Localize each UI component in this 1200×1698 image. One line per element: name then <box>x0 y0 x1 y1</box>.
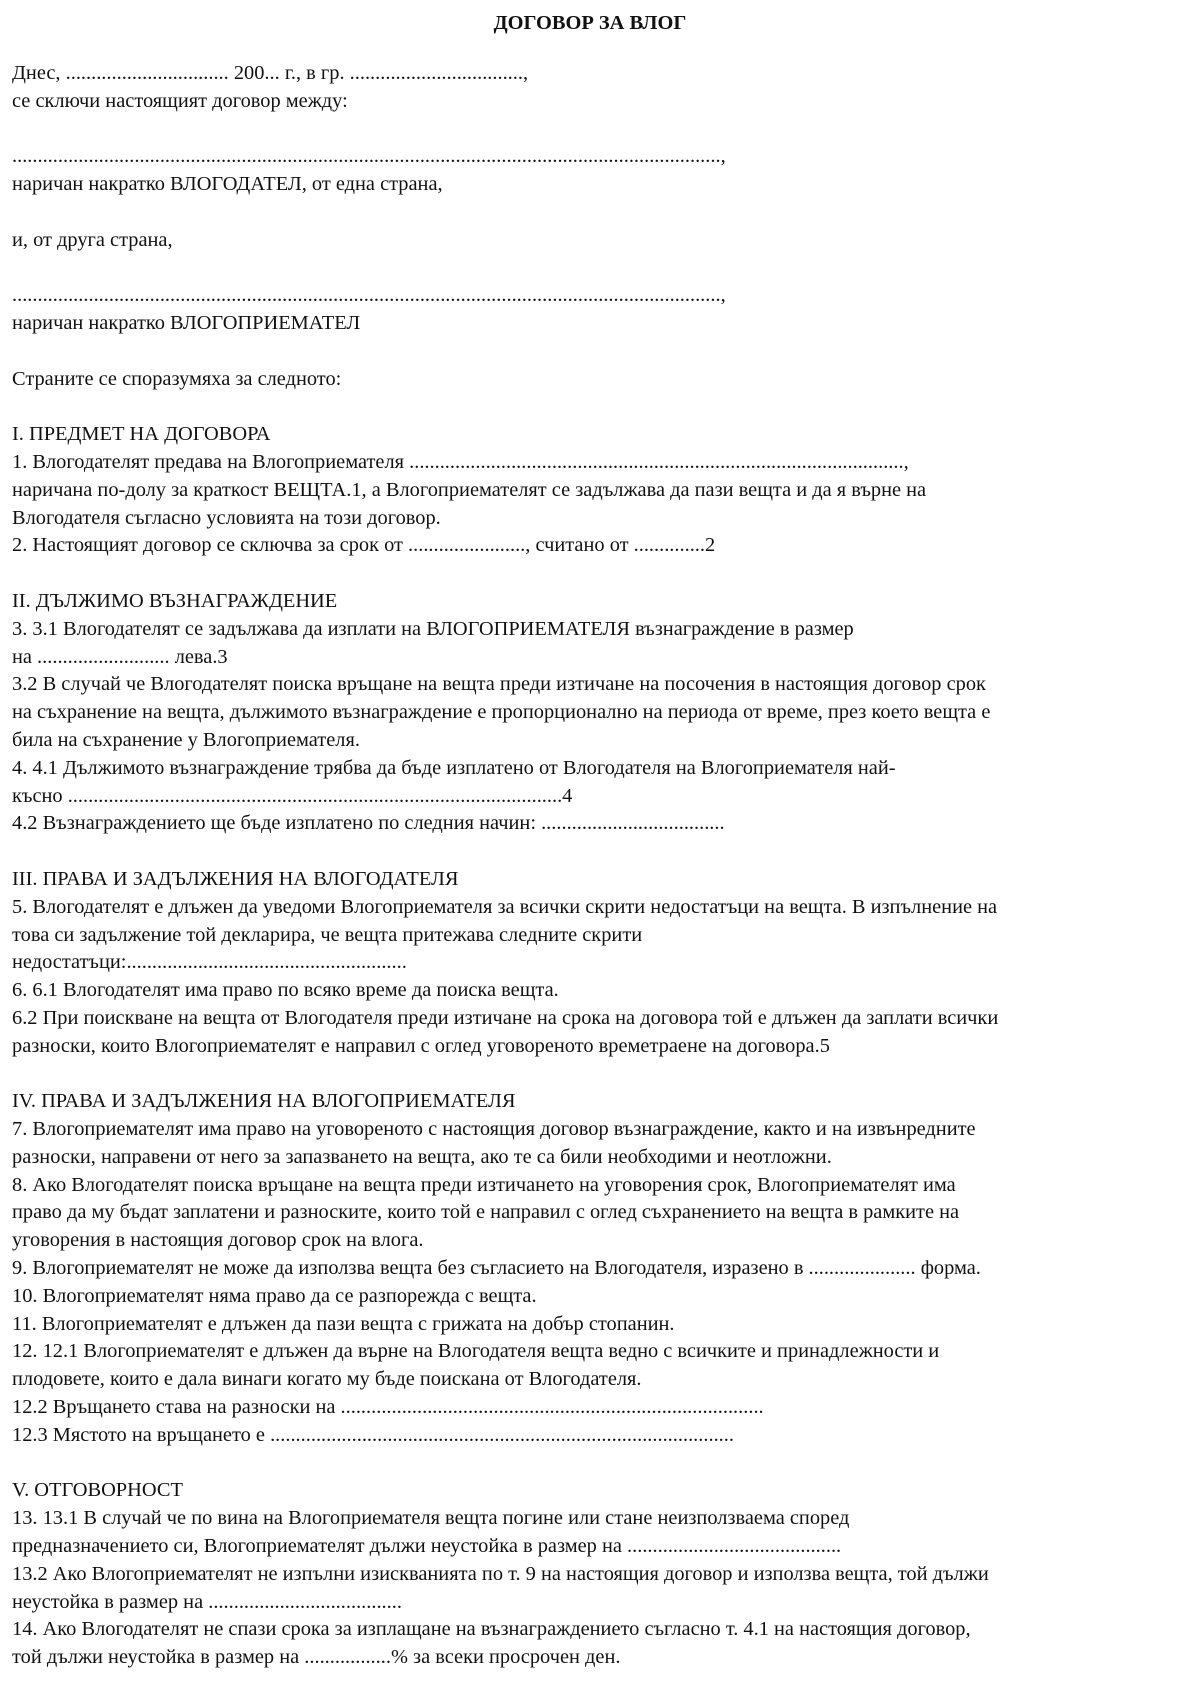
blank-line <box>12 393 1192 421</box>
text-line: ..........................................................................................................................................., <box>12 284 726 307</box>
text-line: това си задължение той декларира, че вещта притежава следните скрити <box>12 923 643 946</box>
text-line: неустойка в размер на ...................................... <box>12 1590 402 1613</box>
blank-line <box>12 199 1192 227</box>
text-line: 7. Влогоприемателят има право на уговореното с настоящия договор възнаграждение, както и на извънредните <box>12 1118 976 1141</box>
text-line: била на съхранение у Влогоприемателя. <box>12 728 360 751</box>
text-line: на .......................... лева.3 <box>12 645 228 668</box>
text-line: 10. Влогоприемателят няма право да се разпорежда с вещта. <box>12 1284 537 1307</box>
text-line: II. ДЪЛЖИМО ВЪЗНАГРАЖДЕНИЕ <box>12 589 338 612</box>
text-line: ..........................................................................................................................................., <box>12 145 726 168</box>
text-line: право да му бъдат заплатени и разноските, които той е направил с оглед съхранението на вещта в рамките на <box>12 1201 960 1224</box>
text-line: 12.2 Връщането става на разноски на ................................................................................... <box>12 1396 764 1419</box>
text-line: 9. Влогоприемателят не може да използва вещта без съгласието на Влогодателя, изразено в ..................... форма. <box>12 1257 981 1280</box>
document-title: ДОГОВОР ЗА ВЛОГ <box>493 12 687 34</box>
blank-line <box>12 1060 1192 1088</box>
blank-line <box>12 115 1192 143</box>
text-line: разноски, направени от него за запазването на вещта, ако те са били необходими и неотложни. <box>12 1145 832 1168</box>
text-line: 8. Ако Влогодателят поиска връщане на вещта преди изтичането на уговорения срок, Влогоприемателят има <box>12 1173 956 1196</box>
text-line: наричан накратко ВЛОГОДАТЕЛ, от една страна, <box>12 172 443 195</box>
text-line: 6. 6.1 Влогодателят има право по всяко време да поиска вещта. <box>12 979 559 1002</box>
text-line: 3.2 В случай че Влогодателят поиска връщане на вещта преди изтичане на посочения в настоящия договор срок <box>12 673 986 696</box>
text-line: недостатъци:....................................................... <box>12 951 407 974</box>
text-line: 5. Влогодателят е длъжен да уведоми Влогоприемателя за всички скрити недостатъци на вещта. В изпълнение на <box>12 895 998 918</box>
text-line: на съхранение на вещта, дължимото възнаграждение е пропорционално на периода от време, през което вещта е <box>12 701 991 724</box>
document-page <box>12 10 1192 1672</box>
text-line: 13. 13.1 В случай че по вина на Влогоприемателя вещта погине или стане неизползваема според <box>12 1507 850 1530</box>
text-line: 14. Ако Влогодателят не спази срока за изплащане на възнаграждението съгласно т. 4.1 на настоящия договор, <box>12 1618 971 1641</box>
text-line: се сключи настоящият договор между: <box>12 89 348 112</box>
text-line: той дължи неустойка в размер на .................% за всеки просрочен ден. <box>12 1646 621 1669</box>
blank-line <box>12 838 1192 866</box>
text-line: предназначението си, Влогоприемателят дължи неустойка в размер на .......................................... <box>12 1535 842 1558</box>
text-line: 3. 3.1 Влогодателят се задължава да изплати на ВЛОГОПРИЕМАТЕЛЯ възнаграждение в размер <box>12 617 854 640</box>
text-line: плодовете, които е дала винаги когато му бъде поискана от Влогодателя. <box>12 1368 642 1391</box>
text-line: наричан накратко ВЛОГОПРИЕМАТЕЛ <box>12 311 361 334</box>
text-line: I. ПРЕДМЕТ НА ДОГОВОРА <box>12 423 271 446</box>
blank-line <box>12 338 1192 366</box>
text-line: Страните се споразумяха за следното: <box>12 367 342 390</box>
text-line: 12. 12.1 Влогоприемателят е длъжен да върне на Влогодателя вещта ведно с всичките и принадлежности и <box>12 1340 940 1363</box>
text-line: разноски, които Влогоприемателят е направил с оглед уговореното времетраене на договора.5 <box>12 1034 830 1057</box>
text-line: и, от друга страна, <box>12 228 173 251</box>
text-line: уговорения в настоящия договор срок на влога. <box>12 1229 424 1252</box>
text-line: IV. ПРАВА И ЗАДЪЛЖЕНИЯ НА ВЛОГОПРИЕМАТЕЛЯ <box>12 1090 516 1113</box>
text-line: 6.2 При поискване на вещта от Влогодателя преди изтичане на срока на договора той е длъжен да заплати всички <box>12 1006 999 1029</box>
text-line: наричана по-долу за краткост ВЕЩТА.1, а Влогоприемателят се задължава да пази вещта и да я върне на <box>12 478 927 501</box>
text-line: 12.3 Мястото на връщането е ........................................................................................... <box>12 1423 734 1446</box>
text-line: късно .................................................................................................4 <box>12 784 573 807</box>
text-line: V. ОТГОВОРНОСТ <box>12 1479 183 1502</box>
text-line: Влогодателя съгласно условията на този договор. <box>12 506 441 529</box>
text-line: 1. Влогодателят предава на Влогоприемателя ................................................................................................., <box>12 450 909 473</box>
blank-line <box>12 1450 1192 1478</box>
text-line: III. ПРАВА И ЗАДЪЛЖЕНИЯ НА ВЛОГОДАТЕЛЯ <box>12 867 459 890</box>
blank-line <box>12 560 1192 588</box>
text-line: 13.2 Ако Влогоприемателят не изпълни изискванията по т. 9 на настоящия договор и използва вещта, той дължи <box>12 1562 989 1585</box>
blank-line <box>12 254 1192 282</box>
text-line: 4.2 Възнаграждението ще бъде изплатено по следния начин: .................................... <box>12 812 725 835</box>
document-body <box>12 60 1192 1672</box>
text-line: 4. 4.1 Дължимото възнаграждение трябва да бъде изплатено от Влогодателя на Влогоприемателя най- <box>12 756 896 779</box>
text-line: 11. Влогоприемателят е длъжен да пази вещта с грижата на добър стопанин. <box>12 1312 675 1335</box>
text-line: 2. Настоящият договор се сключва за срок от ......................., считано от ..............2 <box>12 534 716 557</box>
text-line: Днес, ................................ 200... г., в гр. .................................., <box>12 61 529 84</box>
